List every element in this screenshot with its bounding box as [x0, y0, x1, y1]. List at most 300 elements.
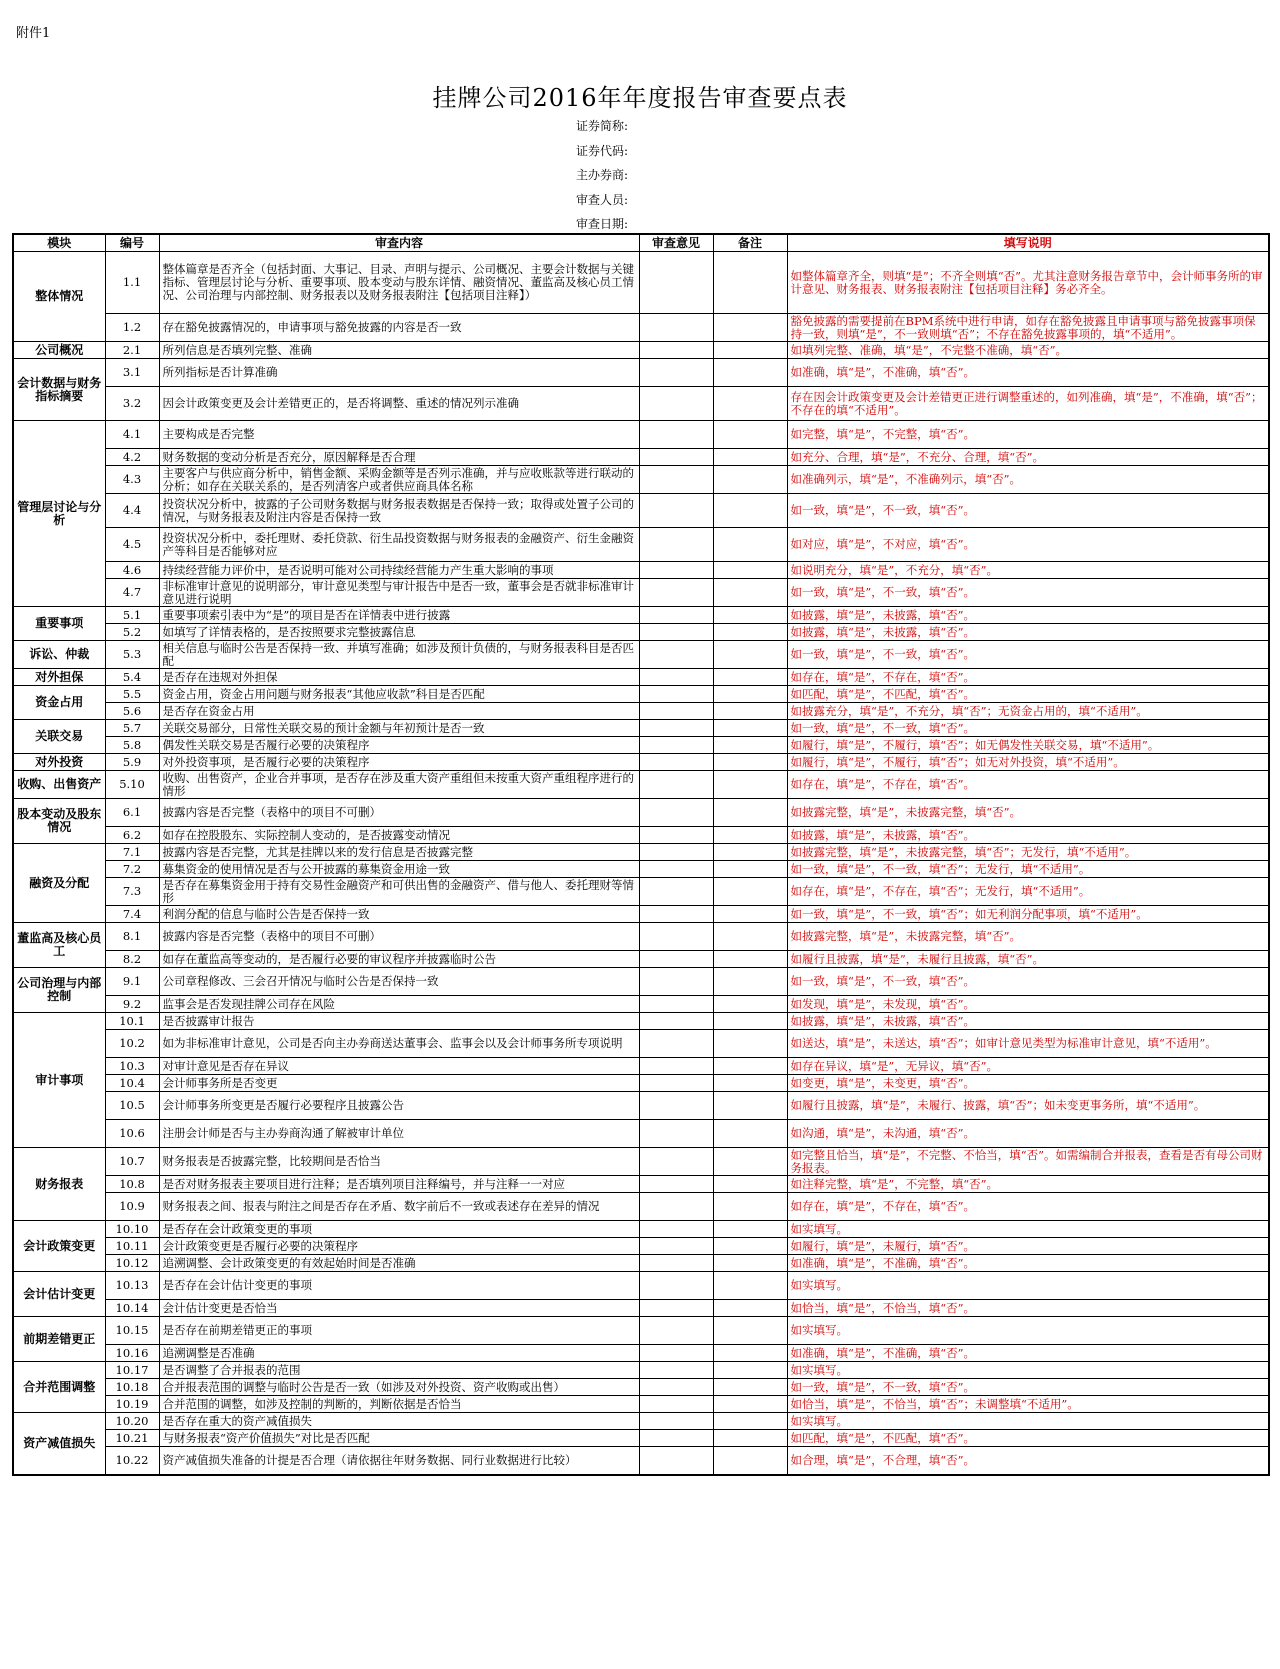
review-content: 因会计政策变更及会计差错更正的，是否将调整、重述的情况列示准确 [159, 387, 639, 421]
opinion-cell[interactable] [639, 1396, 713, 1413]
table-row [13, 1447, 1269, 1475]
remark-cell[interactable] [713, 754, 787, 771]
table-row [13, 1396, 1269, 1413]
remark-cell[interactable] [713, 449, 787, 466]
review-content: 主要构成是否完整 [159, 421, 639, 449]
meta-field: 证券代码: [576, 143, 629, 158]
remark-cell[interactable] [713, 1362, 787, 1379]
review-content: 追溯调整、会计政策变更的有效起始时间是否准确 [159, 1255, 639, 1272]
remark-cell[interactable] [713, 562, 787, 579]
remark-cell[interactable] [713, 1345, 787, 1362]
table-row [13, 799, 1269, 827]
opinion-cell[interactable] [639, 1317, 713, 1345]
opinion-cell[interactable] [639, 1058, 713, 1075]
fill-instruction: 如填列完整、准确，填“是”，不完整不准确，填“否”。 [787, 342, 1269, 359]
opinion-cell[interactable] [639, 1255, 713, 1272]
table-row [13, 923, 1269, 951]
fill-instruction: 如披露，填“是”，未披露，填“否”。 [787, 624, 1269, 641]
item-number: 10.13 [105, 1272, 159, 1300]
table-row [13, 1362, 1269, 1379]
table-row [13, 624, 1269, 641]
item-number: 10.12 [105, 1255, 159, 1272]
remark-cell[interactable] [713, 1238, 787, 1255]
review-content: 会计师事务所变更是否履行必要程序且披露公告 [159, 1092, 639, 1120]
remark-cell[interactable] [713, 1255, 787, 1272]
table-row [13, 528, 1269, 562]
table-row [13, 641, 1269, 669]
opinion-cell[interactable] [639, 669, 713, 686]
item-number: 10.1 [105, 1013, 159, 1030]
fill-instruction: 如一致，填“是”，不一致，填“否”。 [787, 968, 1269, 996]
item-number: 5.7 [105, 720, 159, 737]
table-row [13, 1379, 1269, 1396]
review-content: 是否调整了合并报表的范围 [159, 1362, 639, 1379]
remark-cell[interactable] [713, 1447, 787, 1475]
table-row [13, 387, 1269, 421]
header-opinion: 审查意见 [639, 234, 713, 252]
module-cell: 资产减值损失 [13, 1413, 105, 1475]
review-content: 是否对财务报表主要项目进行注释；是否填列项目注释编号，并与注释一一对应 [159, 1176, 639, 1193]
item-number: 9.2 [105, 996, 159, 1013]
fill-instruction: 如匹配，填“是”，不匹配，填“否”。 [787, 686, 1269, 703]
review-content: 监事会是否发现挂牌公司存在风险 [159, 996, 639, 1013]
item-number: 10.8 [105, 1176, 159, 1193]
fill-instruction: 如准确，填“是”，不准确，填“否”。 [787, 1345, 1269, 1362]
remark-cell[interactable] [713, 466, 787, 494]
remark-cell[interactable] [713, 624, 787, 641]
opinion-cell[interactable] [639, 1272, 713, 1300]
remark-cell[interactable] [713, 342, 787, 359]
module-cell: 董监高及核心员工 [13, 923, 105, 968]
remark-cell[interactable] [713, 528, 787, 562]
table-row [13, 421, 1269, 449]
review-content: 是否存在会计估计变更的事项 [159, 1272, 639, 1300]
fill-instruction: 如对应，填“是”，不对应，填“否”。 [787, 528, 1269, 562]
opinion-cell[interactable] [639, 1379, 713, 1396]
opinion-cell[interactable] [639, 342, 713, 359]
table-row [13, 1030, 1269, 1058]
fill-instruction: 如披露完整，填“是”，未披露完整，填“否”。 [787, 923, 1269, 951]
review-content: 是否存在违规对外担保 [159, 669, 639, 686]
fill-instruction: 如说明充分，填“是”，不充分，填“否”。 [787, 562, 1269, 579]
fill-instruction: 如一致，填“是”，不一致，填“否”；如无利润分配事项，填“不适用”。 [787, 906, 1269, 923]
table-body [13, 252, 1269, 1475]
module-cell: 审计事项 [13, 1013, 105, 1148]
review-content: 偶发性关联交易是否履行必要的决策程序 [159, 737, 639, 754]
item-number: 10.20 [105, 1413, 159, 1430]
remark-cell[interactable] [713, 359, 787, 387]
item-number: 6.1 [105, 799, 159, 827]
fill-instruction: 如披露完整，填“是”，未披露完整，填“否”；无发行，填“不适用”。 [787, 844, 1269, 861]
item-number: 5.5 [105, 686, 159, 703]
remark-cell[interactable] [713, 686, 787, 703]
header-note: 填写说明 [787, 234, 1269, 252]
review-content: 如存在董监高等变动的，是否履行必要的审议程序并披露临时公告 [159, 951, 639, 968]
opinion-cell[interactable] [639, 996, 713, 1013]
remark-cell[interactable] [713, 878, 787, 906]
header-content: 审查内容 [159, 234, 639, 252]
opinion-cell[interactable] [639, 466, 713, 494]
fill-instruction: 如履行，填“是”，不履行，填“否”；如无对外投资，填“不适用”。 [787, 754, 1269, 771]
opinion-cell[interactable] [639, 1075, 713, 1092]
fill-instruction: 如送达，填“是”，未送达，填“否”；如审计意见类型为标准审计意见，填“不适用”。 [787, 1030, 1269, 1058]
opinion-cell[interactable] [639, 1238, 713, 1255]
review-content: 收购、出售资产，企业合并事项，是否存在涉及重大资产重组但未按重大资产重组程序进行的情形 [159, 771, 639, 799]
review-content: 如为非标准审计意见，公司是否向主办券商送达董事会、监事会以及会计师事务所专项说明 [159, 1030, 639, 1058]
opinion-cell[interactable] [639, 799, 713, 827]
remark-cell[interactable] [713, 252, 787, 314]
fill-instruction: 如一致，填“是”，不一致，填“否”。 [787, 1379, 1269, 1396]
header-module: 模块 [13, 234, 105, 252]
table-row [13, 737, 1269, 754]
item-number: 10.21 [105, 1430, 159, 1447]
item-number: 4.3 [105, 466, 159, 494]
module-cell: 融资及分配 [13, 844, 105, 923]
table-row [13, 1221, 1269, 1238]
fill-instruction: 如匹配，填“是”，不匹配，填“否”。 [787, 1430, 1269, 1447]
page-title: 挂牌公司2016年年度报告审查要点表 [432, 84, 848, 112]
remark-cell[interactable] [713, 1430, 787, 1447]
table-row [13, 951, 1269, 968]
remark-cell[interactable] [713, 641, 787, 669]
opinion-cell[interactable] [639, 754, 713, 771]
table-row [13, 1176, 1269, 1193]
table-row [13, 1058, 1269, 1075]
item-number: 8.2 [105, 951, 159, 968]
remark-cell[interactable] [713, 1176, 787, 1193]
fill-instruction: 如一致，填“是”，不一致，填“否”；无发行，填“不适用”。 [787, 861, 1269, 878]
remark-cell[interactable] [713, 607, 787, 624]
item-number: 4.6 [105, 562, 159, 579]
remark-cell[interactable] [713, 951, 787, 968]
opinion-cell[interactable] [639, 878, 713, 906]
item-number: 7.2 [105, 861, 159, 878]
opinion-cell[interactable] [639, 968, 713, 996]
opinion-cell[interactable] [639, 1221, 713, 1238]
fill-instruction: 如注释完整，填“是”，不完整，填“否”。 [787, 1176, 1269, 1193]
fill-instruction: 如实填写。 [787, 1221, 1269, 1238]
opinion-cell[interactable] [639, 1345, 713, 1362]
remark-cell[interactable] [713, 1317, 787, 1345]
item-number: 10.4 [105, 1075, 159, 1092]
item-number: 10.16 [105, 1345, 159, 1362]
remark-cell[interactable] [713, 314, 787, 342]
table-row [13, 1075, 1269, 1092]
remark-cell[interactable] [713, 1272, 787, 1300]
review-content: 持续经营能力评价中，是否说明可能对公司持续经营能力产生重大影响的事项 [159, 562, 639, 579]
module-cell: 前期差错更正 [13, 1317, 105, 1362]
review-table [12, 233, 1270, 1476]
opinion-cell[interactable] [639, 1013, 713, 1030]
meta-field: 主办券商: [576, 168, 629, 182]
opinion-cell[interactable] [639, 1300, 713, 1317]
remark-cell[interactable] [713, 1396, 787, 1413]
item-number: 10.5 [105, 1092, 159, 1120]
opinion-cell[interactable] [639, 1362, 713, 1379]
review-content: 投资状况分析中，披露的子公司财务数据与财务报表数据是否保持一致；取得或处置子公司的情况，与财务报表及附注内容是否保持一致 [159, 494, 639, 528]
remark-cell[interactable] [713, 1120, 787, 1148]
opinion-cell[interactable] [639, 314, 713, 342]
item-number: 10.19 [105, 1396, 159, 1413]
opinion-cell[interactable] [639, 906, 713, 923]
table-row [13, 342, 1269, 359]
opinion-cell[interactable] [639, 737, 713, 754]
remark-cell[interactable] [713, 968, 787, 996]
opinion-cell[interactable] [639, 387, 713, 421]
remark-cell[interactable] [713, 844, 787, 861]
remark-cell[interactable] [713, 771, 787, 799]
remark-cell[interactable] [713, 579, 787, 607]
table-row [13, 861, 1269, 878]
item-number: 4.4 [105, 494, 159, 528]
fill-instruction: 如披露，填“是”，未披露，填“否”。 [787, 1013, 1269, 1030]
fill-instruction: 如存在异议，填“是”，无异议，填“否”。 [787, 1058, 1269, 1075]
item-number: 5.8 [105, 737, 159, 754]
opinion-cell[interactable] [639, 923, 713, 951]
opinion-cell[interactable] [639, 1030, 713, 1058]
review-content: 是否披露审计报告 [159, 1013, 639, 1030]
review-content: 注册会计师是否与主办券商沟通了解被审计单位 [159, 1120, 639, 1148]
item-number: 10.6 [105, 1120, 159, 1148]
opinion-cell[interactable] [639, 494, 713, 528]
remark-cell[interactable] [713, 720, 787, 737]
review-content: 公司章程修改、三会召开情况与临时公告是否保持一致 [159, 968, 639, 996]
table-row [13, 1193, 1269, 1221]
opinion-cell[interactable] [639, 703, 713, 720]
table-row [13, 906, 1269, 923]
table-row [13, 1255, 1269, 1272]
fill-instruction: 豁免披露的需要提前在BPM系统中进行申请，如存在豁免披露且申请事项与豁免披露事项保持一致，则填“是”，不一致则填“否”；不存在豁免披露事项的，填“不适用”。 [787, 314, 1269, 342]
opinion-cell[interactable] [639, 1176, 713, 1193]
item-number: 10.2 [105, 1030, 159, 1058]
remark-cell[interactable] [713, 1058, 787, 1075]
item-number: 4.7 [105, 579, 159, 607]
review-content: 投资状况分析中，委托理财、委托贷款、衍生品投资数据与财务报表的金融资产、衍生金融资产等科目是否能够对应 [159, 528, 639, 562]
opinion-cell[interactable] [639, 1148, 713, 1176]
item-number: 5.4 [105, 669, 159, 686]
remark-cell[interactable] [713, 1148, 787, 1176]
fill-instruction: 如披露充分，填“是”，不充分，填“否”；无资金占用的，填“不适用”。 [787, 703, 1269, 720]
table-row [13, 844, 1269, 861]
remark-cell[interactable] [713, 1092, 787, 1120]
review-content: 会计估计变更是否恰当 [159, 1300, 639, 1317]
review-content: 追溯调整是否准确 [159, 1345, 639, 1362]
item-number: 5.9 [105, 754, 159, 771]
opinion-cell[interactable] [639, 720, 713, 737]
item-number: 7.3 [105, 878, 159, 906]
table-row [13, 1092, 1269, 1120]
item-number: 4.5 [105, 528, 159, 562]
module-cell: 会计数据与财务指标摘要 [13, 359, 105, 421]
review-content: 整体篇章是否齐全（包括封面、大事记、目录、声明与提示、公司概况、主要会计数据与关键指标、管理层讨论与分析、重要事项、股本变动与股东详情、融资情况、董监高及核心员工情况、公司治理与内部控制、财务报表以及财务报表附注【包括项目注释】） [159, 252, 639, 314]
remark-cell[interactable] [713, 906, 787, 923]
opinion-cell[interactable] [639, 686, 713, 703]
review-content: 是否存在会计政策变更的事项 [159, 1221, 639, 1238]
opinion-cell[interactable] [639, 641, 713, 669]
table-row [13, 1430, 1269, 1447]
remark-cell[interactable] [713, 387, 787, 421]
opinion-cell[interactable] [639, 1120, 713, 1148]
remark-cell[interactable] [713, 1030, 787, 1058]
fill-instruction: 如完整，填“是”，不完整，填“否”。 [787, 421, 1269, 449]
attachment-label: 附件1 [16, 26, 51, 41]
review-content: 对审计意见是否存在异议 [159, 1058, 639, 1075]
table-row [13, 771, 1269, 799]
review-content: 利润分配的信息与临时公告是否保持一致 [159, 906, 639, 923]
opinion-cell[interactable] [639, 449, 713, 466]
header-remark: 备注 [713, 234, 787, 252]
table-row [13, 1345, 1269, 1362]
opinion-cell[interactable] [639, 1413, 713, 1430]
review-content: 如存在控股股东、实际控制人变动的，是否披露变动情况 [159, 827, 639, 844]
remark-cell[interactable] [713, 421, 787, 449]
remark-cell[interactable] [713, 799, 787, 827]
fill-instruction: 如一致，填“是”，不一致，填“否”。 [787, 494, 1269, 528]
remark-cell[interactable] [713, 1075, 787, 1092]
opinion-cell[interactable] [639, 252, 713, 314]
fill-instruction: 如准确，填“是”，不准确，填“否”。 [787, 1255, 1269, 1272]
item-number: 10.14 [105, 1300, 159, 1317]
item-number: 2.1 [105, 342, 159, 359]
opinion-cell[interactable] [639, 579, 713, 607]
fill-instruction: 如披露，填“是”，未披露，填“否”。 [787, 827, 1269, 844]
review-content: 合并范围的调整，如涉及控制的判断的，判断依据是否恰当 [159, 1396, 639, 1413]
item-number: 3.1 [105, 359, 159, 387]
table-row [13, 562, 1269, 579]
fill-instruction: 如履行且披露，填“是”，未履行、披露，填“否”；如未变更事务所，填“不适用”。 [787, 1092, 1269, 1120]
fill-instruction: 如实填写。 [787, 1317, 1269, 1345]
fill-instruction: 如准确列示，填“是”，不准确列示，填“否”。 [787, 466, 1269, 494]
opinion-cell[interactable] [639, 1447, 713, 1475]
fill-instruction: 如准确，填“是”，不准确，填“否”。 [787, 359, 1269, 387]
fill-instruction: 如披露完整，填“是”，未披露完整，填“否”。 [787, 799, 1269, 827]
opinion-cell[interactable] [639, 1193, 713, 1221]
opinion-cell[interactable] [639, 607, 713, 624]
item-number: 1.1 [105, 252, 159, 314]
table-row [13, 252, 1269, 314]
table-row [13, 1013, 1269, 1030]
item-number: 10.15 [105, 1317, 159, 1345]
table-row [13, 1120, 1269, 1148]
fill-instruction: 如履行，填“是”，不履行，填“否”；如无偶发性关联交易，填“不适用”。 [787, 737, 1269, 754]
remark-cell[interactable] [713, 1221, 787, 1238]
table-row [13, 1148, 1269, 1176]
item-number: 5.1 [105, 607, 159, 624]
module-cell: 合并范围调整 [13, 1362, 105, 1413]
item-number: 5.3 [105, 641, 159, 669]
module-cell: 诉讼、仲裁 [13, 641, 105, 669]
table-row [13, 720, 1269, 737]
table-row [13, 449, 1269, 466]
module-cell: 重要事项 [13, 607, 105, 641]
opinion-cell[interactable] [639, 421, 713, 449]
remark-cell[interactable] [713, 494, 787, 528]
remark-cell[interactable] [713, 1413, 787, 1430]
remark-cell[interactable] [713, 669, 787, 686]
review-content: 是否存在重大的资产减值损失 [159, 1413, 639, 1430]
item-number: 6.2 [105, 827, 159, 844]
module-cell: 股本变动及股东情况 [13, 799, 105, 844]
remark-cell[interactable] [713, 1013, 787, 1030]
opinion-cell[interactable] [639, 624, 713, 641]
fill-instruction: 如存在，填“是”，不存在，填“否”。 [787, 1193, 1269, 1221]
fill-instruction: 如恰当，填“是”，不恰当，填“否”。 [787, 1300, 1269, 1317]
item-number: 4.1 [105, 421, 159, 449]
opinion-cell[interactable] [639, 861, 713, 878]
review-content: 与财务报表“资产价值损失”对比是否匹配 [159, 1430, 639, 1447]
opinion-cell[interactable] [639, 562, 713, 579]
opinion-cell[interactable] [639, 528, 713, 562]
table-row [13, 314, 1269, 342]
remark-cell[interactable] [713, 1193, 787, 1221]
fill-instruction: 如充分、合理，填“是”，不充分、合理，填“否”。 [787, 449, 1269, 466]
table-row [13, 1300, 1269, 1317]
review-content: 募集资金的使用情况是否与公开披露的募集资金用途一致 [159, 861, 639, 878]
remark-cell[interactable] [713, 923, 787, 951]
item-number: 5.2 [105, 624, 159, 641]
meta-field: 审查日期: [576, 217, 629, 231]
opinion-cell[interactable] [639, 1092, 713, 1120]
item-number: 10.9 [105, 1193, 159, 1221]
remark-cell[interactable] [713, 996, 787, 1013]
item-number: 8.1 [105, 923, 159, 951]
opinion-cell[interactable] [639, 827, 713, 844]
review-content: 会计师事务所是否变更 [159, 1075, 639, 1092]
review-content: 主要客户与供应商分析中，销售金额、采购金额等是否列示准确，并与应收账款等进行联动的分析；如存在关联关系的，是否列清客户或者供应商具体名称 [159, 466, 639, 494]
fill-instruction: 如恰当，填“是”，不恰当，填“否”；未调整填“不适用”。 [787, 1396, 1269, 1413]
review-content: 是否存在资金占用 [159, 703, 639, 720]
fill-instruction: 如实填写。 [787, 1362, 1269, 1379]
opinion-cell[interactable] [639, 951, 713, 968]
module-cell: 公司治理与内部控制 [13, 968, 105, 1013]
fill-instruction: 如实填写。 [787, 1413, 1269, 1430]
fill-instruction: 存在因会计政策变更及会计差错更正进行调整重述的，如列准确，填“是”，不准确，填“否”；不存在的填“不适用”。 [787, 387, 1269, 421]
table-row [13, 669, 1269, 686]
fill-instruction: 如存在，填“是”，不存在，填“否”。 [787, 669, 1269, 686]
item-number: 3.2 [105, 387, 159, 421]
remark-cell[interactable] [713, 737, 787, 754]
review-content: 披露内容是否完整（表格中的项目不可删） [159, 923, 639, 951]
fill-instruction: 如履行，填“是”，未履行，填“否”。 [787, 1238, 1269, 1255]
table-row [13, 996, 1269, 1013]
remark-cell[interactable] [713, 861, 787, 878]
review-content: 资产减值损失准备的计提是否合理（请依据往年财务数据、同行业数据进行比较） [159, 1447, 639, 1475]
table-row [13, 1413, 1269, 1430]
table-row [13, 686, 1269, 703]
remark-cell[interactable] [713, 1379, 787, 1396]
opinion-cell[interactable] [639, 359, 713, 387]
item-number: 10.22 [105, 1447, 159, 1475]
table-row [13, 703, 1269, 720]
review-content: 所列指标是否计算准确 [159, 359, 639, 387]
remark-cell[interactable] [713, 703, 787, 720]
table-row [13, 494, 1269, 528]
fill-instruction: 如履行且披露，填“是”，未履行且披露，填“否”。 [787, 951, 1269, 968]
opinion-cell[interactable] [639, 844, 713, 861]
meta-field: 证券简称: [576, 119, 629, 133]
opinion-cell[interactable] [639, 771, 713, 799]
remark-cell[interactable] [713, 827, 787, 844]
review-content: 关联交易部分，日常性关联交易的预计金额与年初预计是否一致 [159, 720, 639, 737]
item-number: 10.18 [105, 1379, 159, 1396]
meta-fields [576, 114, 628, 237]
fill-instruction: 如一致，填“是”，不一致，填“否”。 [787, 579, 1269, 607]
remark-cell[interactable] [713, 1300, 787, 1317]
module-cell: 财务报表 [13, 1148, 105, 1221]
opinion-cell[interactable] [639, 1430, 713, 1447]
item-number: 7.1 [105, 844, 159, 861]
meta-field: 审查人员: [576, 192, 629, 207]
